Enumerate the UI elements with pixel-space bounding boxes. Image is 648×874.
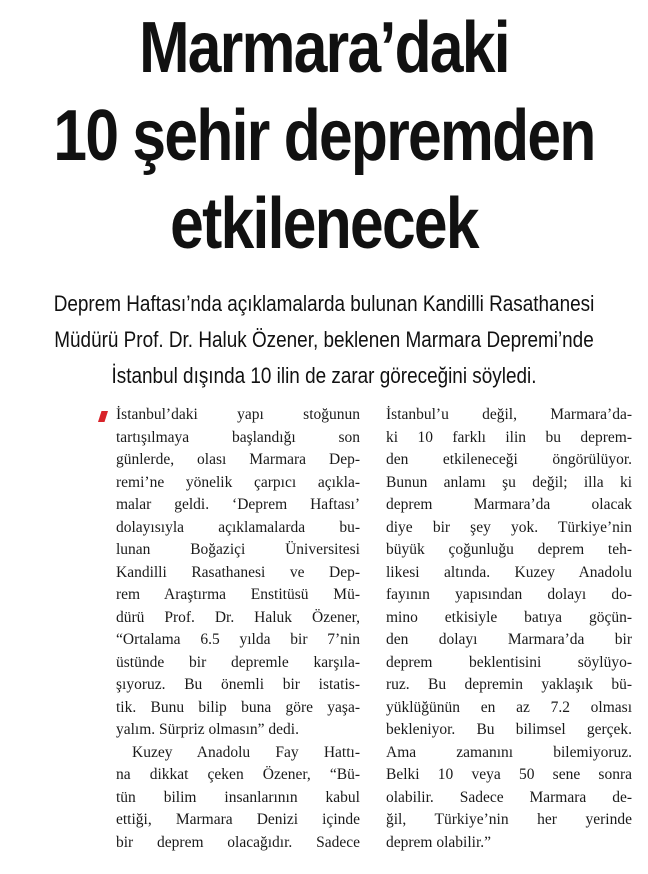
article-line: malar geldi. ‘Deprem Haftası’ bbox=[116, 496, 360, 513]
article-line: deprem Marmara’da olacak bbox=[386, 496, 632, 513]
article-line: fayının yapısından dolayı do- bbox=[386, 586, 632, 603]
article-line: lunan Boğaziçi Üniversitesi bbox=[116, 541, 360, 558]
article-line: ğil, Türkiye’nin her yerinde bbox=[386, 811, 632, 828]
article-line: diye bir şey yok. Türkiye’nin bbox=[386, 518, 632, 536]
article-line: mino etkisiyle batıya göçün- bbox=[386, 608, 632, 626]
article-line: günlerde, olası Marmara Dep- bbox=[116, 451, 360, 468]
article-column-1 bbox=[116, 404, 360, 854]
article-line: likesi altında. Kuzey Anadolu bbox=[386, 563, 632, 581]
article-line: yüklüğünün en az 7.2 olması bbox=[386, 698, 632, 716]
red-marker-icon bbox=[98, 411, 108, 422]
article-line: tik. Bunu bilip buna göre yaşa- bbox=[116, 698, 360, 716]
article-line: remi’ne yönelik çarpıcı açıkla- bbox=[116, 473, 360, 491]
article-line: İstanbul’daki yapı stoğunun bbox=[116, 406, 360, 423]
deck-line: Müdürü Prof. Dr. Haluk Özener, beklenen Marmara Depremi’nde bbox=[54, 327, 594, 352]
article-line: Ama zamanını bilemiyoruz. bbox=[386, 743, 632, 761]
article-line: tartışılmaya başlandığı son bbox=[116, 428, 360, 446]
article-line: ettiği, Marmara Denizi içinde bbox=[116, 811, 360, 828]
article-line: den etkileneceği öngörülüyor. bbox=[386, 451, 632, 468]
article-line: rem Araştırma Enstitüsü Mü- bbox=[116, 586, 360, 603]
headline-line: Marmara’daki bbox=[139, 8, 509, 88]
article-line: olabilir. Sadece Marmara de- bbox=[386, 788, 632, 806]
article-line: ruz. Bu depremin yaklaşık bü- bbox=[386, 676, 632, 693]
article-line: bir deprem olacağıdır. Sadece bbox=[116, 833, 360, 851]
headline bbox=[52, 4, 596, 268]
article-line: büyük çoğunluğu deprem teh- bbox=[386, 541, 632, 558]
article-line: Bunun anlamı şu değil; illa ki bbox=[386, 473, 632, 491]
headline-line: 10 şehir depremden bbox=[53, 96, 595, 176]
deck-line: Deprem Haftası’nda açıklamalarda bulunan Kandilli Rasathanesi bbox=[53, 291, 595, 316]
article-line: Belki 10 veya 50 sene sonra bbox=[386, 766, 632, 783]
article-column-2 bbox=[386, 404, 632, 854]
headline-line: etkilenecek bbox=[170, 184, 478, 264]
article-line: tün bilim insanlarının kabul bbox=[116, 788, 360, 806]
article-line: deprem olabilir.” bbox=[386, 833, 492, 851]
article-line: üstünde bir depremle karşıla- bbox=[116, 653, 360, 671]
deck-line: İstanbul dışında 10 ilin de zarar göreceğini söyledi. bbox=[111, 363, 537, 388]
article-line: “Ortalama 6.5 yılda bir 7’nin bbox=[116, 631, 360, 648]
article-line: na dikkat çeken Özener, “Bü- bbox=[116, 766, 360, 783]
article-line: Kuzey Anadolu Fay Hattı- bbox=[132, 743, 360, 761]
article-line: den dolayı Marmara’da bir bbox=[386, 631, 632, 648]
article-line: şıyoruz. Bu önemli bir istatis- bbox=[116, 676, 360, 693]
article-line: dürü Prof. Dr. Haluk Özener, bbox=[116, 608, 360, 626]
article-line: bekleniyor. Bu bilimsel gerçek. bbox=[386, 721, 632, 738]
article-line: deprem beklentisini söylüyo- bbox=[386, 653, 632, 671]
article-line: dolayısıyla açıklamalarda bu- bbox=[116, 518, 360, 536]
article-line: Kandilli Rasathanesi ve Dep- bbox=[116, 563, 360, 581]
article-line: İstanbul’u değil, Marmara’da- bbox=[386, 406, 632, 423]
article-line: ki 10 farklı ilin bu deprem- bbox=[386, 428, 632, 446]
article-line: yalım. Sürpriz olmasın” dedi. bbox=[116, 721, 299, 738]
deck-subheadline bbox=[45, 286, 602, 394]
